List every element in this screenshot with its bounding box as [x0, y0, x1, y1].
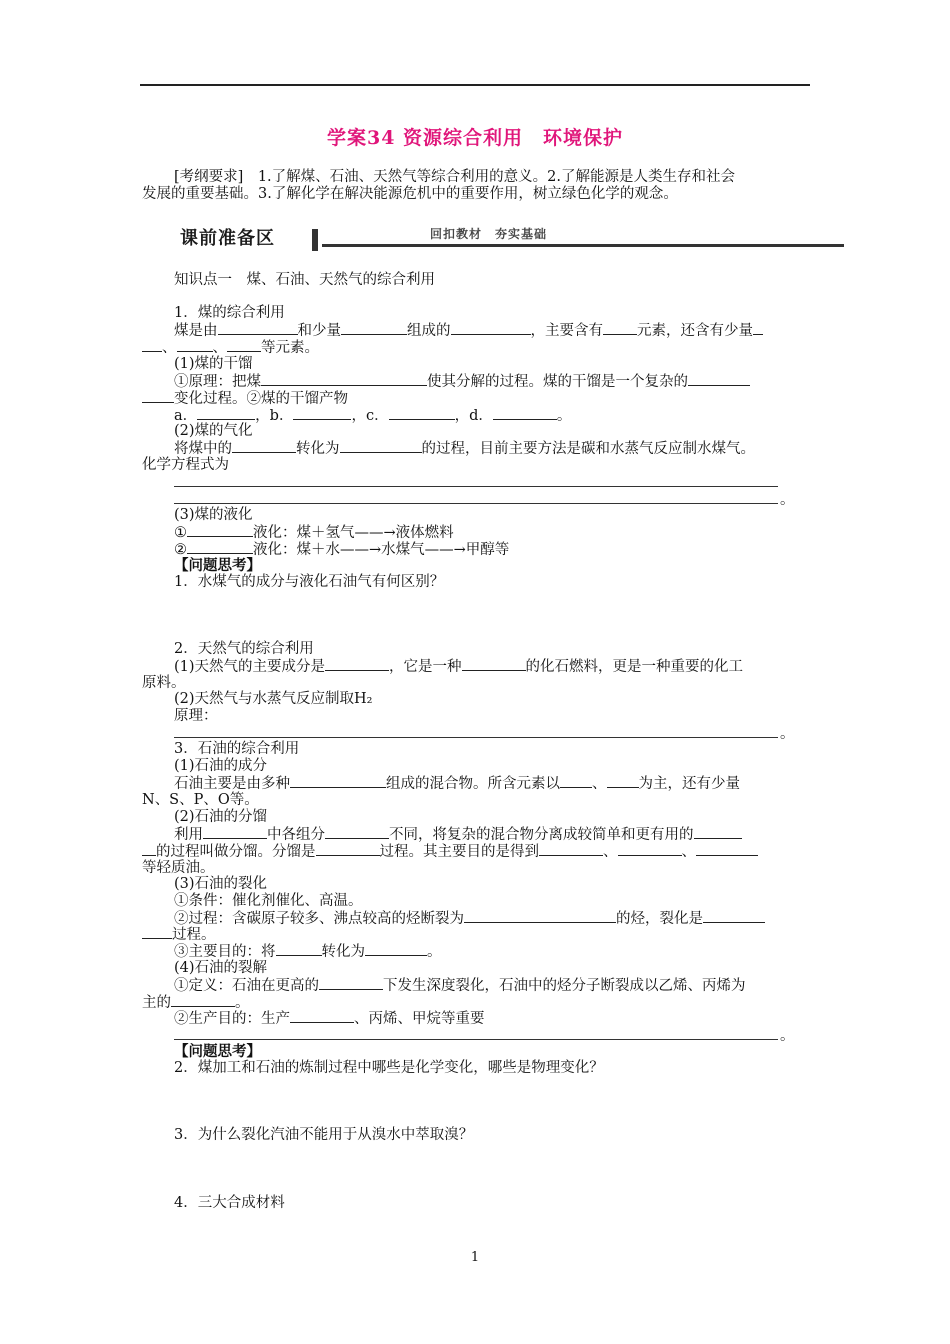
period: 。 — [780, 1028, 795, 1044]
cracking-line-1: ①条件：催化剂催化、高温。 — [174, 893, 363, 909]
blank — [187, 524, 253, 537]
text: ②过程：含碳原子较多、沸点较高的烃断裂为 — [174, 911, 464, 927]
blank — [142, 390, 174, 403]
text: 。 — [427, 944, 442, 960]
text: 和少量 — [297, 323, 341, 339]
blank — [142, 926, 172, 939]
answer-line — [174, 503, 778, 504]
text: 的过程叫做分馏。分馏是 — [156, 844, 316, 860]
blank — [261, 373, 427, 386]
coal-heading: 1．煤的综合利用 — [174, 305, 285, 321]
text: 变化过程。②煤的干馏产物 — [174, 391, 348, 407]
text: 元素，还含有少量 — [637, 323, 753, 339]
text: 不同，将复杂的混合物分离成较简单和更有用的 — [389, 827, 694, 843]
banner-tag: 回扣教材 夯实基础 — [430, 227, 548, 241]
blank — [451, 322, 531, 335]
text: ② — [174, 542, 187, 558]
text: 。 — [556, 408, 572, 424]
text: 的化石燃料，更是一种重要的化工 — [525, 659, 744, 675]
natural-gas-line-3: (2)天然气与水蒸气反应制取H₂ — [174, 691, 373, 707]
blank — [142, 843, 156, 856]
blank — [316, 843, 380, 856]
oil-composition-line-1 — [174, 775, 740, 793]
text: 转化为 — [321, 944, 365, 960]
blank — [142, 339, 162, 352]
blank — [325, 658, 389, 671]
page-number: 1 — [470, 1250, 480, 1265]
text: 为主，还有少量 — [638, 776, 740, 792]
text: 利用 — [174, 827, 203, 843]
dry-distill-line-1 — [174, 373, 750, 391]
blank — [464, 910, 616, 923]
blank — [753, 322, 763, 335]
banner-label: 课前准备区 — [180, 228, 275, 249]
text: 、丙烯、甲烷等重要 — [354, 1011, 485, 1027]
blank — [218, 322, 298, 335]
text: ②生产目的：生产 — [174, 1011, 290, 1027]
blank — [607, 775, 639, 788]
text: 的烃，裂化是 — [616, 911, 703, 927]
synthetic-materials-heading: 4．三大合成材料 — [174, 1195, 285, 1211]
text: ①定义：石油在更高的 — [174, 978, 319, 994]
text: 、 — [162, 340, 177, 356]
liquefaction-heading: (3)煤的液化 — [174, 507, 253, 523]
coal-line-1 — [174, 322, 763, 340]
cracking-line-3 — [142, 926, 216, 944]
banner-bar — [312, 229, 318, 251]
liquefaction-line-1 — [174, 524, 454, 542]
pyrolysis-line-3 — [174, 1010, 485, 1028]
answer-line — [174, 737, 778, 738]
gasification-line-1 — [174, 440, 755, 458]
oil-composition-heading: (1)石油的成分 — [174, 758, 268, 774]
think-label-2: 【问题思考】 — [174, 1043, 261, 1060]
blank — [539, 843, 603, 856]
text: 组成的 — [407, 323, 451, 339]
blank — [227, 339, 261, 352]
blank — [290, 1010, 354, 1023]
blank — [203, 826, 267, 839]
fractionation-line-3: 等轻质油。 — [142, 860, 215, 876]
text: 、 — [592, 776, 607, 792]
text: 石油主要是由多种 — [174, 776, 290, 792]
blank — [341, 322, 407, 335]
requirements-line-2: 发展的重要基础。3.了解化学在解决能源危机中的重要作用，树立绿色化学的观念。 — [142, 186, 678, 202]
text: 主的 — [142, 995, 171, 1011]
text: ，c． — [351, 408, 389, 424]
blank — [340, 440, 422, 453]
blank — [694, 826, 742, 839]
blank — [696, 843, 758, 856]
blank — [171, 994, 235, 1007]
text: ① — [174, 525, 187, 541]
blank — [187, 541, 253, 554]
fractionation-line-2 — [142, 843, 758, 861]
text: 中各组分 — [267, 827, 325, 843]
answer-line — [174, 1039, 778, 1040]
text: 下发生深度裂化，石油中的烃分子断裂成以乙烯、丙烯为 — [383, 978, 746, 994]
think-label-1: 【问题思考】 — [174, 557, 261, 574]
question-2: 2．煤加工和石油的炼制过程中哪些是化学变化，哪些是物理变化？ — [174, 1060, 604, 1076]
banner-rule — [322, 244, 844, 247]
knowledge-point-heading: 知识点一 煤、石油、天然气的综合利用 — [174, 272, 435, 288]
blank — [177, 339, 213, 352]
pyrolysis-line-1 — [174, 977, 746, 995]
period: 。 — [780, 492, 795, 508]
text: ③主要目的：将 — [174, 944, 276, 960]
natural-gas-line-2: 原料。 — [142, 675, 186, 691]
blank — [293, 407, 351, 420]
oil-heading: 3．石油的综合利用 — [174, 741, 300, 757]
question-3: 3．为什么裂化汽油不能用于从溴水中萃取溴？ — [174, 1127, 474, 1143]
text: 将煤中的 — [174, 441, 232, 457]
coal-line-2 — [142, 339, 319, 357]
text: a． — [174, 408, 198, 424]
text: 、 — [681, 844, 696, 860]
text: (1)天然气的主要成分是 — [174, 659, 326, 675]
blank — [276, 943, 322, 956]
text: 过程。其主要目的是得到 — [379, 844, 539, 860]
blank — [462, 658, 526, 671]
text: ，d． — [454, 408, 493, 424]
blank — [560, 775, 592, 788]
text: 液化：煤＋氢气——→液体燃料 — [253, 525, 454, 541]
cracking-line-4 — [174, 943, 442, 961]
question-1: 1．水煤气的成分与液化石油气有何区别？ — [174, 574, 445, 590]
text: 使其分解的过程。煤的干馏是一个复杂的 — [427, 374, 688, 390]
text: 煤是由 — [174, 323, 218, 339]
oil-composition-line-2: N、S、P、O等。 — [142, 792, 259, 808]
blank — [603, 322, 637, 335]
blank — [325, 826, 389, 839]
dry-distill-heading: (1)煤的干馏 — [174, 356, 253, 372]
blank — [197, 407, 255, 420]
blank — [290, 775, 386, 788]
text: ①原理：把煤 — [174, 374, 261, 390]
pyrolysis-heading: (4)石油的裂解 — [174, 960, 268, 976]
blank — [365, 943, 427, 956]
text: 液化：煤＋水——→水煤气——→甲醇等 — [253, 542, 510, 558]
requirements-line-1: [考纲要求] 1.了解煤、石油、天然气等综合利用的意义。2.了解能源是人类生存和社会 — [174, 169, 735, 185]
cracking-line-2 — [174, 910, 765, 928]
blank — [688, 373, 750, 386]
fractionation-heading: (2)石油的分馏 — [174, 809, 268, 825]
text: 的过程，目前主要方法是碳和水蒸气反应制水煤气。 — [421, 441, 755, 457]
period: 。 — [780, 726, 795, 742]
fractionation-line-1 — [174, 826, 742, 844]
section-banner — [172, 226, 844, 254]
dry-distill-line-2 — [142, 390, 348, 408]
text: 、 — [603, 844, 618, 860]
text: 等元素。 — [261, 340, 319, 356]
gasification-line-2: 化学方程式为 — [142, 457, 229, 473]
text: ，b． — [255, 408, 294, 424]
blank — [232, 440, 296, 453]
natural-gas-heading: 2．天然气的综合利用 — [174, 641, 314, 657]
natural-gas-line-4: 原理： — [174, 708, 218, 724]
gasification-heading: (2)煤的气化 — [174, 423, 253, 439]
text: 转化为 — [296, 441, 340, 457]
blank — [493, 407, 557, 420]
text: 。 — [235, 995, 250, 1011]
blank — [319, 977, 383, 990]
text: 过程。 — [172, 927, 216, 943]
text: ，主要含有 — [530, 323, 603, 339]
text: 、 — [212, 340, 227, 356]
blank — [618, 843, 682, 856]
blank — [703, 910, 765, 923]
text: ，它是一种 — [389, 659, 462, 675]
blank — [389, 407, 455, 420]
answer-line — [174, 486, 778, 487]
natural-gas-line-1 — [174, 658, 743, 676]
header-rule — [140, 84, 810, 86]
cracking-heading: (3)石油的裂化 — [174, 876, 268, 892]
text: 组成的混合物。所含元素以 — [386, 776, 560, 792]
page-title: 学案34 资源综合利用 环境保护 — [326, 127, 624, 149]
